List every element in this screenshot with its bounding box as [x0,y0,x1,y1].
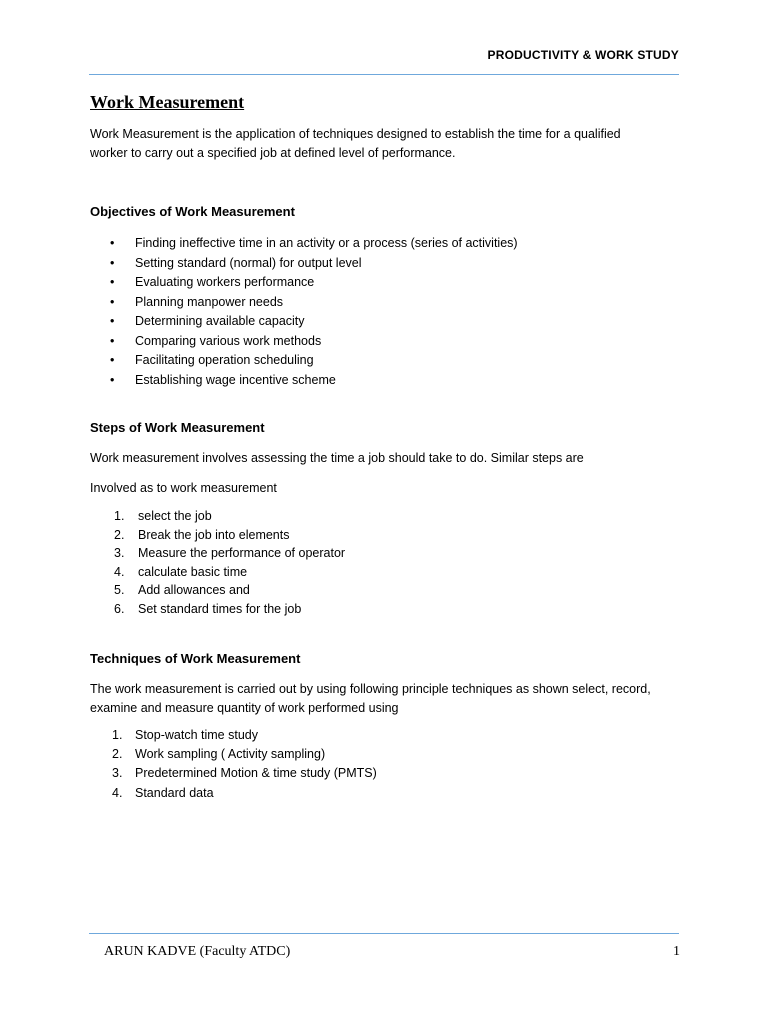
page-title: Work Measurement [90,92,245,112]
footer-divider [89,933,679,934]
steps-heading: Steps of Work Measurement [90,420,265,435]
technique-item-text: Predetermined Motion & time study (PMTS) [135,766,377,781]
list-number: 3. [112,766,123,781]
list-number: 2. [112,747,123,762]
objective-text: Setting standard (normal) for output level [135,255,362,270]
objective-text: Planning manpower needs [135,294,284,309]
bullet-icon: • [110,255,115,270]
list-number: 4. [112,785,123,800]
technique-item-text: Work sampling ( Activity sampling) [135,747,326,762]
list-number: 4. [114,564,125,579]
list-number: 1. [114,509,125,523]
objective-text: Establishing wage incentive scheme [135,372,336,387]
list-number: 3. [114,546,125,561]
techniques-heading: Techniques of Work Measurement [90,651,301,666]
bullet-icon: • [110,353,115,367]
step-item-text: Set standard times for the job [138,601,302,616]
objective-text: Facilitating operation scheduling [135,353,314,367]
step-item-text: Measure the performance of operator [138,546,346,561]
footer-author: ARUN KADVE (Faculty ATDC) [104,944,291,959]
objective-text: Determining available capacity [135,314,305,328]
objectives-heading: Objectives of Work Measurement [90,204,295,219]
step-item-text: Break the job into elements [138,527,290,542]
bullet-icon: • [110,314,115,328]
list-number: 1. [112,728,123,742]
objective-text: Finding ineffective time in an activity or a process (series of activities) [135,236,518,250]
techniques-paragraph: The work measurement is carried out by using following principle techniques as shown select, record, examine and measure quantity of work performed using [90,682,651,715]
step-item-text: select the job [138,509,212,523]
steps-paragraph-1: Work measurement involves assessing the time a job should take to do. Similar steps are [90,451,584,465]
technique-item-text: Stop-watch time study [135,728,258,742]
intro-paragraph: Work Measurement is the application of techniques designed to establish the time for a qualified worker to carry out a specified job at defined level of performance. [90,127,621,160]
objective-text: Evaluating workers performance [135,275,315,289]
header-divider [89,74,679,75]
steps-paragraph-2: Involved as to work measurement [90,481,277,495]
list-number: 6. [114,601,125,616]
step-item-text: Add allowances and [138,583,250,598]
technique-item-text: Standard data [135,785,214,800]
bullet-icon: • [110,236,115,250]
header-title: PRODUCTIVITY & WORK STUDY [487,48,679,62]
objective-text: Comparing various work methods [135,333,322,348]
step-item-text: calculate basic time [138,564,248,579]
list-number: 2. [114,527,125,542]
bullet-icon: • [110,372,115,387]
list-number: 5. [114,583,125,598]
bullet-icon: • [110,333,115,348]
bullet-icon: • [110,275,115,289]
bullet-icon: • [110,294,115,309]
page-number: 1 [673,944,680,959]
